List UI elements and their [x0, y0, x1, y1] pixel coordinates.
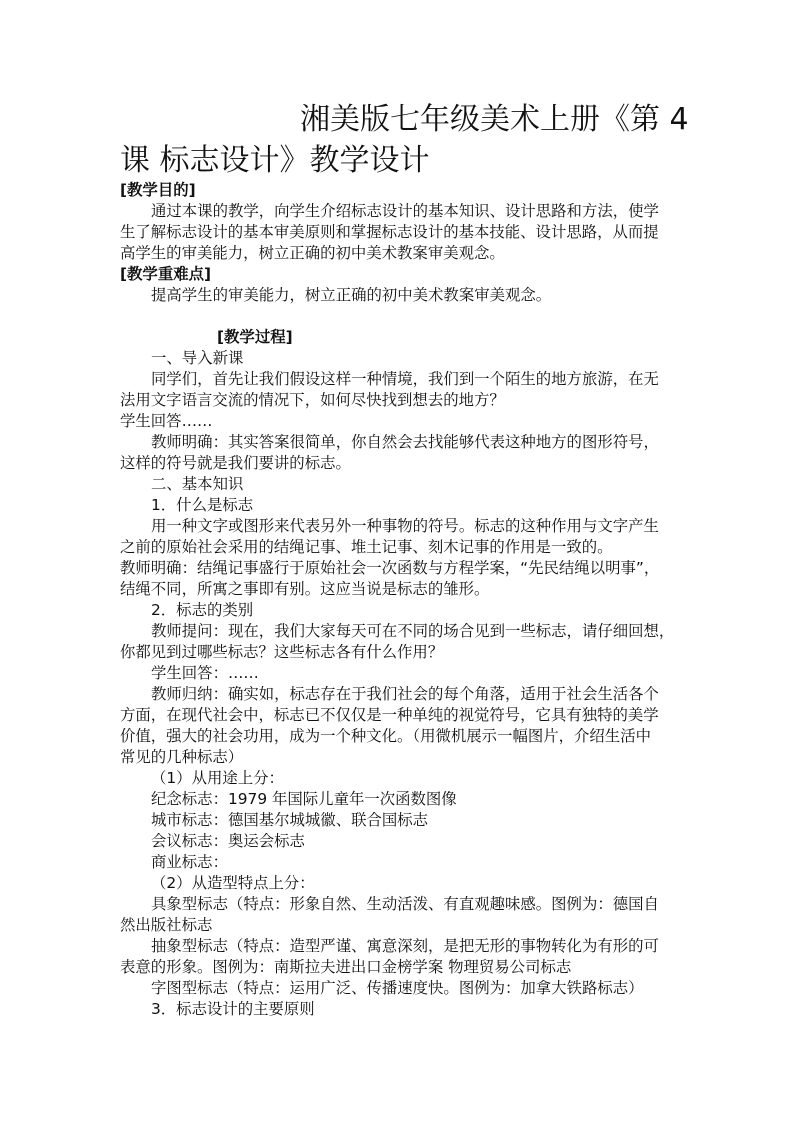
paragraph-line: 然出版社标志	[120, 916, 213, 934]
document-title-line-2: 课 标志设计》教学设计	[120, 143, 430, 178]
paragraph-line: 生了解标志设计的基本审美原则和掌握标志设计的基本技能、设计思路，从而提	[120, 223, 659, 241]
subsection-heading: 3．标志设计的主要原则	[151, 1000, 315, 1018]
paragraph-line: 用一种文字或图形来代表另外一种事物的符号。标志的这种作用与文字产生	[151, 517, 659, 535]
list-item: 会议标志：奥运会标志	[151, 832, 305, 850]
paragraph-line: 常见的几种标志）	[120, 748, 244, 766]
subsection-heading: 1．什么是标志	[151, 496, 254, 514]
intro-heading: 一、导入新课	[151, 349, 244, 367]
paragraph-line: 之前的原始社会采用的结绳记事、堆土记事、刻木记事的作用是一致的。	[120, 538, 613, 556]
document-body	[120, 180, 676, 1020]
paragraph-line: 高学生的审美能力，树立正确的初中美术教案审美观念。	[120, 244, 505, 262]
paragraph-line: 抽象型标志（特点：造型严谨、寓意深刻，是把无形的事物转化为有形的可	[151, 937, 659, 955]
paragraph-line: 价值，强大的社会功用，成为一个种文化。（用微机展示一幅图片，介绍生活中	[120, 727, 651, 745]
paragraph-line: 同学们，首先让我们假设这样一种情境，我们到一个陌生的地方旅游，在无	[151, 370, 659, 388]
paragraph-line: 表意的形象。图例为：南斯拉夫进出口金榜学案 物理贸易公司标志	[120, 958, 572, 976]
paragraph-line: 你都见到过哪些标志？这些标志各有什么作用？	[120, 643, 444, 661]
list-item: 城市标志：德国基尔城城徽、联合国标志	[151, 811, 429, 829]
paragraph-line: 法用文字语言交流的情况下，如何尽快找到想去的地方？	[120, 391, 505, 409]
paragraph-line: 字图型标志（特点：运用广泛、传播速度快。图例为：加拿大铁路标志）	[151, 979, 644, 997]
paragraph-line: 提高学生的审美能力，树立正确的初中美术教案审美观念。	[151, 286, 552, 304]
list-item: 纪念标志：1979 年国际儿童年一次函数图像	[151, 790, 457, 808]
blank-line	[120, 306, 676, 327]
paragraph-line: 教师明确：其实答案很简单，你自然会去找能够代表这种地方的图形符号，	[151, 433, 659, 451]
paragraph-line: 具象型标志（特点：形象自然、生动活泼、有直观趣味感。图例为：德国自	[151, 895, 659, 913]
paragraph-line: 教师归纳：确实如，标志存在于我们社会的每个角落，适用于社会生活各个	[151, 685, 659, 703]
subsection-heading: （1）从用途上分：	[151, 769, 284, 787]
paragraph-line: 学生回答……	[120, 412, 213, 430]
paragraph-line: 通过本课的教学，向学生介绍标志设计的基本知识、设计思路和方法，使学	[151, 202, 659, 220]
paragraph-line: 教师明确：结绳记事盛行于原始社会一次函数与方程学案，“先民结绳以明事”，	[120, 559, 660, 577]
list-item: 商业标志：	[151, 853, 228, 871]
subsection-heading: 2．标志的类别	[151, 601, 254, 619]
paragraph-line: 这样的符号就是我们要讲的标志。	[120, 454, 351, 472]
basic-knowledge-heading: 二、基本知识	[151, 475, 244, 493]
subsection-heading: （2）从造型特点上分：	[151, 874, 315, 892]
paragraph-line: 教师提问：现在，我们大家每天可在不同的场合见到一些标志，请仔细回想，	[151, 622, 675, 640]
paragraph-line: 方面，在现代社会中，标志已不仅仅是一种单纯的视觉符号，它具有独特的美学	[120, 706, 659, 724]
document-title-line-1: 湘美版七年级美术上册《第 4	[300, 102, 689, 137]
goal-heading: [教学目的]	[120, 181, 196, 199]
paragraph-line: 结绳不同，所寓之事即有别。这应当说是标志的雏形。	[120, 580, 490, 598]
paragraph-line: 学生回答：……	[151, 664, 259, 682]
process-heading: [教学过程]	[217, 328, 293, 346]
key-points-heading: [教学重难点]	[120, 265, 212, 283]
